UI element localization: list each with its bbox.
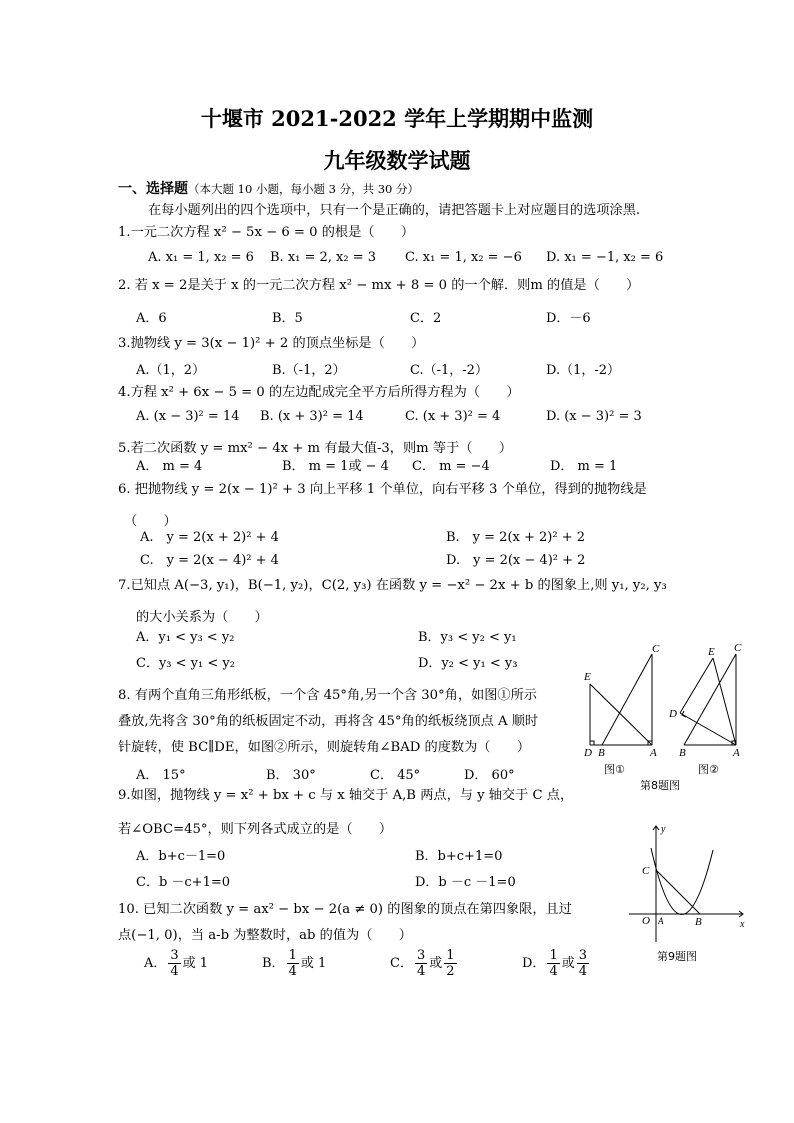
- q5-option-b: B． m = 1或 − 4: [282, 459, 389, 474]
- q10-c-den-2: 2: [446, 964, 455, 979]
- question-4-stem: 4.方程 x² + 6x − 5 = 0 的左边配成完全平方后所得方程为（ ）: [118, 385, 520, 400]
- fig8-2-edge-DA: [680, 713, 736, 745]
- q5-option-a: A． m = 4: [136, 459, 203, 474]
- question-8-stem-3: 针旋转，使 BC∥DE，如图②所示，则旋转角∠BAD 的度数为（ ）: [118, 740, 531, 755]
- question-8-stem: 8. 有两个直角三角形纸板，一个含 45°角,另一个含 30°角，如图①所示: [118, 688, 537, 703]
- q1-option-c: C. x₁ = 1, x₂ = −6: [405, 250, 522, 265]
- q10-b-fraction: [287, 948, 299, 979]
- q7-option-b: B．y₃ < y₂ < y₁: [418, 630, 517, 645]
- question-9-stem: 9.如图，抛物线 y = x² + bx + c 与 x 轴交于 A,B 两点，与 y 轴交于 C 点，: [118, 788, 574, 803]
- q9-option-c: C．b －c+1=0: [136, 875, 231, 890]
- fig8-label-B2: B: [679, 747, 686, 759]
- fig9-parabola: [651, 848, 713, 915]
- q9-option-b: B．b+c+1=0: [415, 849, 503, 864]
- q9-option-a: A．b+c－1=0: [136, 849, 226, 864]
- fig9-label-C: C: [642, 865, 650, 877]
- q10-option-d: [522, 948, 591, 979]
- question-10-stem-2: 点(−1, 0)，当 a-b 为整数时，ab 的值为（ ）: [118, 928, 412, 943]
- q8-option-c: C． 45°: [370, 768, 421, 783]
- question-6-stem: 6. 把抛物线 y = 2(x − 1)² + 3 向上平移 1 个单位，向右平移 3 个单位，得到的抛物线是: [118, 482, 647, 497]
- fig8-label-C2: C: [734, 642, 742, 654]
- q10-c-fraction-2: [444, 948, 456, 979]
- q2-option-a: A．6: [136, 311, 167, 326]
- fig9-label-x: x: [740, 919, 745, 930]
- question-10-stem: 10. 已知二次函数 y = ax² − bx − 2(a ≠ 0) 的图象的顶点在第四象限，且过: [118, 902, 572, 917]
- figure-9: [625, 820, 750, 965]
- question-8-stem-2: 叠放,先将含 30°角的纸板固定不动，再将含 45°角的纸板绕顶点 A 顺时: [118, 714, 539, 729]
- q10-b-tail: 或 1: [300, 956, 327, 971]
- question-5-stem: 5.若二次函数 y = mx² − 4x + m 有最大值-3，则m 等于（ ）: [118, 441, 513, 456]
- fig8-label-D2: D: [669, 708, 677, 720]
- fig9-line-CB: [656, 870, 700, 914]
- fig9-label-y: y: [661, 824, 666, 835]
- q10-d-fraction-2: [577, 948, 589, 979]
- q10-a-den: 4: [170, 964, 179, 979]
- q2-option-b: B．5: [272, 311, 303, 326]
- q10-c-den-1: 4: [416, 964, 426, 979]
- q1-option-b: B. x₁ = 2, x₂ = 3: [270, 250, 377, 265]
- fig8-label-C1: C: [652, 643, 660, 655]
- question-7-stem: 7.已知点 A(−3, y₁)，B(−1, y₂)，C(2, y₃) 在函数 y = −x² − 2x + b 的图象上,则 y₁, y₂, y₃: [118, 578, 667, 593]
- q10-c-mid: 或: [429, 956, 443, 971]
- q4-option-b: B. (x + 3)² = 14: [260, 409, 364, 424]
- q6-option-a: A. y = 2(x + 2)² + 4: [140, 530, 279, 545]
- q10-option-b: [262, 948, 326, 979]
- q10-a-num: 3: [170, 948, 179, 963]
- q10-d-mid: 或: [561, 956, 575, 971]
- q6-option-b: B. y = 2(x + 2)² + 2: [446, 530, 586, 545]
- figure-8: [580, 640, 750, 790]
- q3-option-d: D.（1，-2）: [546, 363, 621, 378]
- q10-a-tail: 或 1: [182, 956, 209, 971]
- question-9-stem-2: 若∠OBC=45°，则下列各式成立的是（ ）: [118, 822, 393, 837]
- q10-c-num-1: 3: [416, 948, 426, 963]
- question-7-stem-2: 的大小关系为（ ）: [136, 610, 268, 625]
- fig8-label-D1: D: [584, 747, 592, 759]
- question-1-stem: 1.一元二次方程 x² − 5x − 6 = 0 的根是（ ）: [118, 225, 415, 240]
- q10-b-den: 4: [288, 964, 297, 979]
- page-title: 十堰市 2021-2022 学年上学期期中监测: [200, 106, 594, 131]
- q9-option-d: D．b －c －1=0: [415, 875, 516, 890]
- q10-option-c: [390, 948, 459, 979]
- q10-a-fraction: [168, 948, 180, 979]
- fig9-label-B: B: [695, 916, 702, 928]
- fig8-1-edge-CB: [602, 654, 652, 745]
- section-heading: [118, 181, 419, 198]
- fig8-2-edge-CB: [684, 654, 736, 745]
- fig8-2-edge-ED: [680, 658, 713, 713]
- q3-option-b: B.（-1，2）: [272, 363, 346, 378]
- q3-option-a: A.（1，2）: [136, 363, 206, 378]
- fig8-label-E1: E: [584, 671, 591, 683]
- fig8-caption: 第8题图: [640, 779, 680, 790]
- q10-d-den-1: 4: [549, 964, 558, 979]
- q10-d-den-2: 4: [578, 964, 588, 979]
- fig8-sub-2: 图②: [698, 763, 719, 776]
- q10-option-b-letter: B．: [262, 956, 285, 971]
- q4-option-d: D. (x − 3)² = 3: [546, 409, 642, 424]
- fig8-1-edge-EA: [590, 684, 652, 745]
- q2-option-d: D．－6: [546, 311, 591, 326]
- q10-option-a: [144, 948, 208, 979]
- q10-d-fraction-1: [547, 948, 559, 979]
- fig8-sub-1: 图①: [604, 763, 625, 776]
- q5-option-c: C． m = −4: [412, 459, 490, 474]
- page-subtitle: 九年级数学试题: [323, 148, 471, 173]
- fig8-label-A1: A: [650, 747, 657, 759]
- q10-d-num-1: 1: [549, 948, 558, 963]
- fig9-caption: 第9题图: [657, 950, 697, 963]
- q8-option-b: B． 30°: [266, 768, 316, 783]
- question-6-stem-2: （ ）: [124, 514, 177, 529]
- q10-option-d-letter: D．: [522, 956, 546, 971]
- q1-option-a: A. x₁ = 1, x₂ = 6: [148, 250, 254, 265]
- section-instruction: 在每小题列出的四个选项中，只有一个是正确的，请把答题卡上对应题目的选项涂黑.: [148, 203, 641, 218]
- q10-b-num: 1: [288, 948, 297, 963]
- fig8-label-A2: A: [733, 747, 740, 759]
- q10-c-fraction-1: [415, 948, 427, 979]
- question-2-stem: 2. 若 x = 2是关于 x 的一元二次方程 x² − mx + 8 = 0 的一个解．则m 的值是（ ）: [118, 278, 640, 293]
- q10-option-a-letter: A．: [144, 956, 167, 971]
- q6-option-c: C. y = 2(x − 4)² + 4: [140, 553, 279, 568]
- section-note: （本大题 10 小题，每小题 3 分，共 30 分）: [188, 182, 420, 196]
- fig8-label-E2: E: [708, 646, 715, 658]
- q4-option-c: C. (x + 3)² = 4: [405, 409, 501, 424]
- question-3-stem: 3.抛物线 y = 3(x − 1)² + 2 的顶点坐标是（ ）: [118, 336, 425, 351]
- q7-option-a: A．y₁ < y₃ < y₂: [136, 630, 235, 645]
- q8-option-d: D． 60°: [464, 768, 515, 783]
- q5-option-d: D． m = 1: [550, 459, 618, 474]
- q7-option-d: D．y₂ < y₁ < y₃: [418, 656, 518, 671]
- q10-option-c-letter: C．: [390, 956, 413, 971]
- fig8-label-B1: B: [598, 747, 605, 759]
- section-title: 一、选择题: [118, 181, 188, 197]
- q10-d-num-2: 3: [578, 948, 588, 963]
- q10-c-num-2: 1: [446, 948, 455, 963]
- q4-option-a: A. (x − 3)² = 14: [136, 409, 240, 424]
- q7-option-c: C．y₃ < y₁ < y₂: [136, 656, 235, 671]
- q6-option-d: D. y = 2(x − 4)² + 2: [446, 553, 586, 568]
- q8-option-a: A． 15°: [136, 768, 186, 783]
- fig9-label-A: A: [658, 916, 664, 926]
- fig8-1-right-angle-D: [590, 741, 594, 745]
- fig8-2-edge-EA: [713, 658, 736, 745]
- fig9-label-O: O: [642, 915, 650, 927]
- q2-option-c: C．2: [410, 311, 442, 326]
- q1-option-d: D. x₁ = −1, x₂ = 6: [546, 250, 664, 265]
- q3-option-c: C.（-1，-2）: [410, 363, 488, 378]
